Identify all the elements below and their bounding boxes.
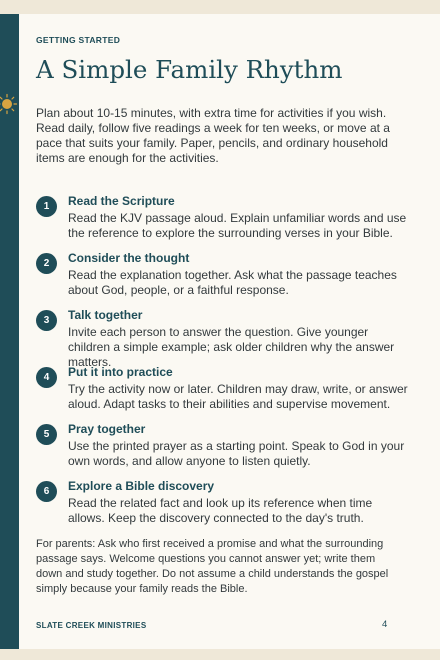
step-number-badge: 1 <box>36 196 57 217</box>
step-body: Use the printed prayer as a starting point. Speak to God in your own words, and allow anyone to listen quietly. <box>68 439 405 468</box>
step-number-badge: 2 <box>36 253 57 274</box>
parent-note: For parents: Ask who first received a promise and what the surrounding passage says. Welcome questions you cannot answer yet; write them down and study together. Do not assume a child understands the gospel simply because your family reads the Bible. <box>36 538 389 595</box>
step-number-badge: 5 <box>36 424 57 445</box>
step-title: Pray together <box>68 422 146 436</box>
step-title: Read the Scripture <box>68 194 175 208</box>
sun-icon <box>0 93 18 115</box>
step-title: Explore a Bible discovery <box>68 479 215 493</box>
step-title: Consider the thought <box>68 251 190 265</box>
step-number-badge: 6 <box>36 481 57 502</box>
step-title: Put it into practice <box>68 365 173 379</box>
step-number-badge: 4 <box>36 367 57 388</box>
section-eyebrow: GETTING STARTED <box>36 35 121 45</box>
intro-paragraph: Plan about 10-15 minutes, with extra time for activities if you wish. Read daily, follow five readings a week for ten weeks, or move at a pace that suits your family. Paper, pencils, and ordinary household items are enough for the activities. <box>36 106 390 165</box>
page-number: 4 <box>382 619 388 630</box>
step-title: Talk together <box>68 308 143 322</box>
page-title: A Simple Family Rhythm <box>36 55 343 84</box>
step-body: Read the KJV passage aloud. Explain unfamiliar words and use the reference to explore the surrounding verses in your Bible. <box>68 211 407 240</box>
publisher-name: SLATE CREEK MINISTRIES <box>36 621 147 630</box>
step-body: Read the explanation together. Ask what the passage teaches about God, people, or a faithful response. <box>68 268 397 297</box>
guide-page <box>0 14 440 649</box>
step-body: Try the activity now or later. Children may draw, write, or answer aloud. Adapt tasks to their abilities and supervise movement. <box>68 382 408 411</box>
step-number-badge: 3 <box>36 310 57 331</box>
step-body: Invite each person to answer the question. Give younger children a simple example; ask older children why the answer matters. <box>68 325 395 369</box>
step-body: Read the related fact and look up its reference when time allows. Keep the discovery connected to the day's truth. <box>68 496 373 525</box>
